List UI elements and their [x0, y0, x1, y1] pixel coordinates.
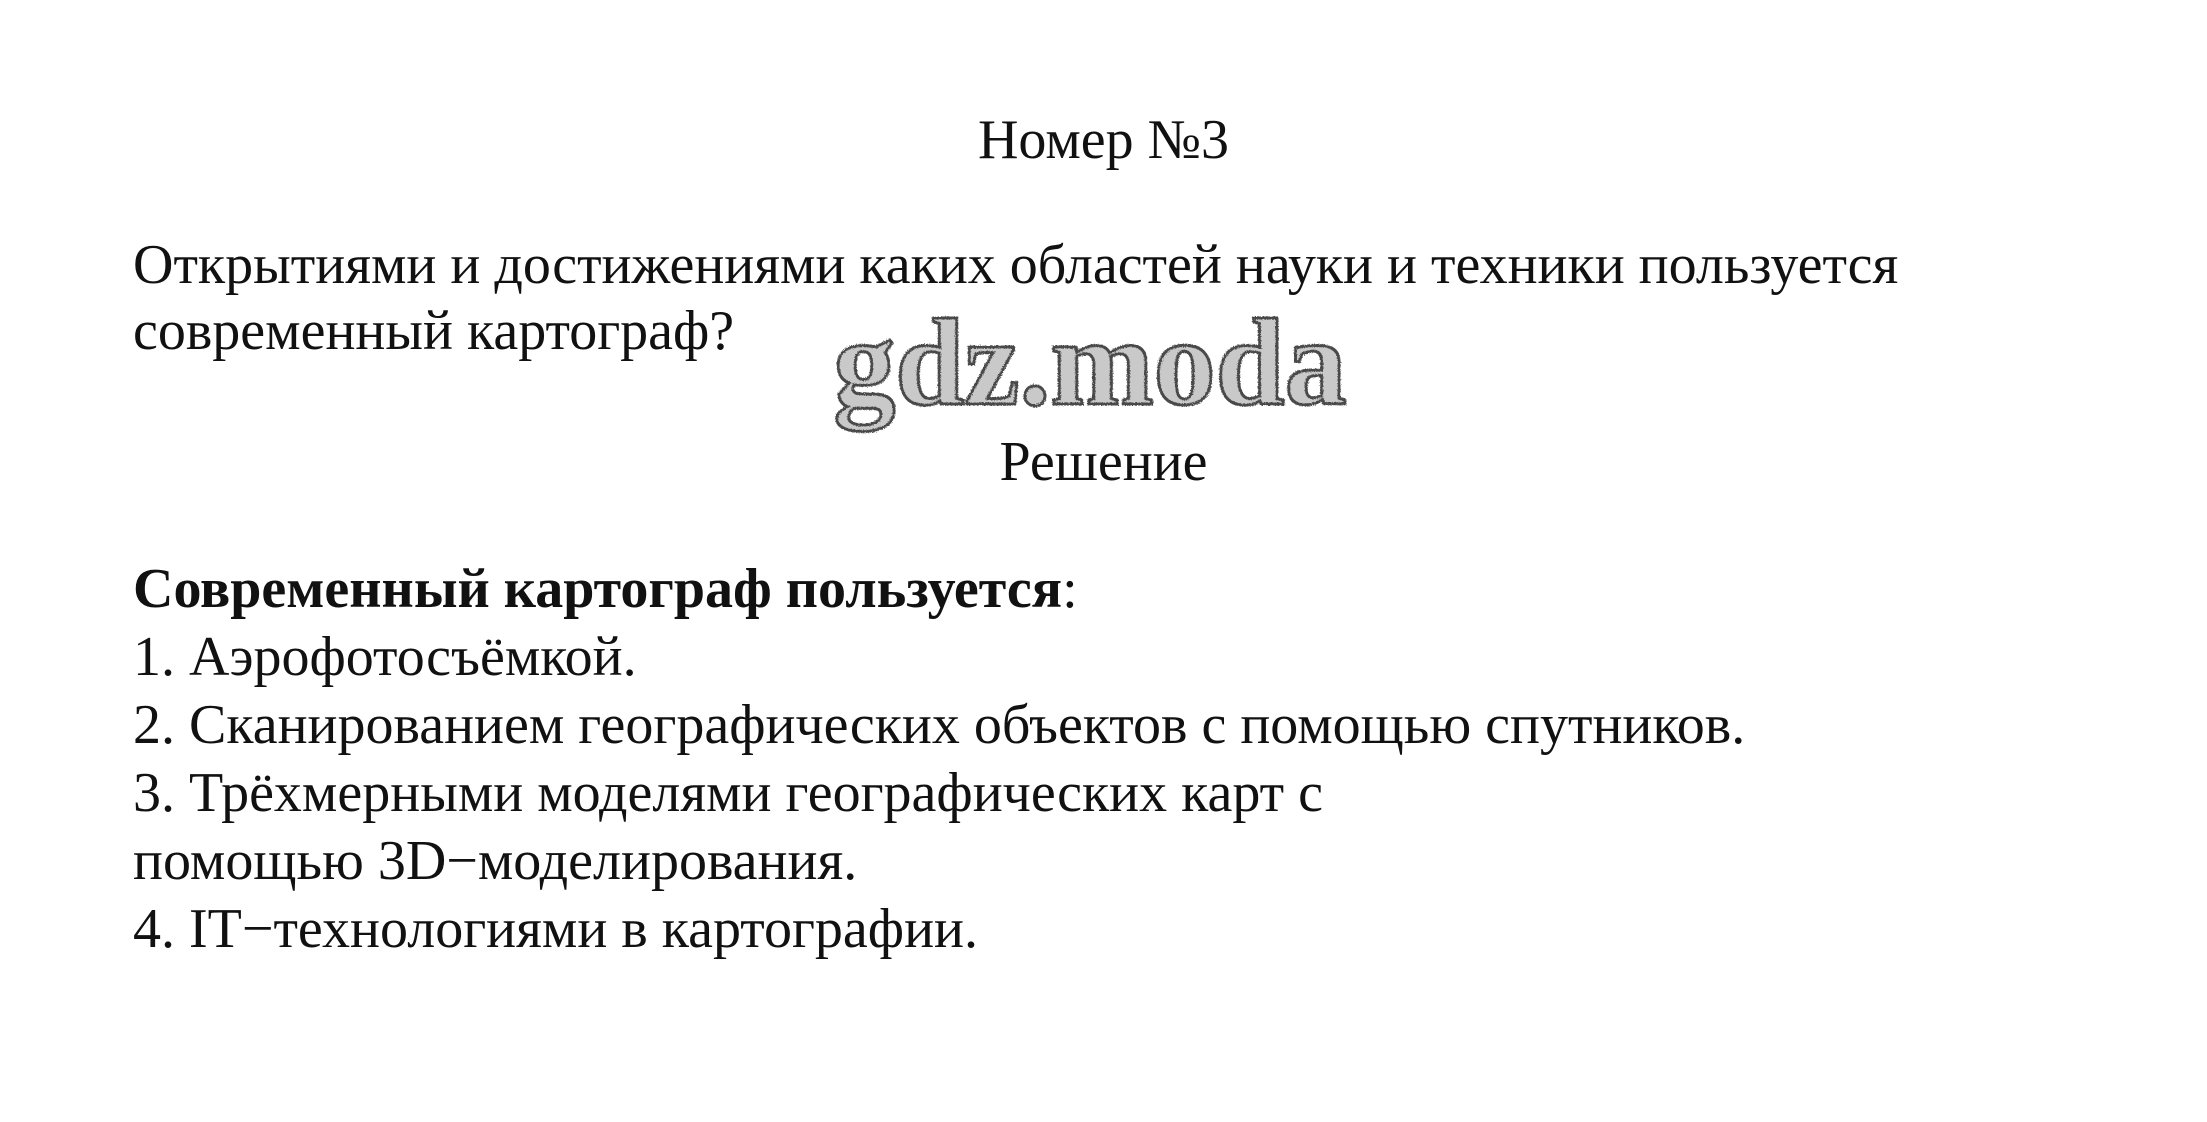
- solution-heading: Решение: [999, 431, 1208, 493]
- answer-lead: Современный картограф пользуется: [133, 558, 1063, 620]
- question-line-1: Открытиями и достижениями каких областей науки и техники пользуется: [133, 234, 1899, 296]
- answer-line-1: 1. Аэрофотосъёмкой.: [133, 626, 637, 688]
- answer-line-5: 4. IT−технологиями в картографии.: [133, 898, 979, 960]
- watermark-text: gdz.moda: [833, 300, 1347, 431]
- answer-block: [133, 555, 2113, 963]
- answer-lead-suffix: :: [1062, 558, 1078, 620]
- answer-line-2: 2. Сканированием географических объектов с помощью спутников.: [133, 694, 1746, 756]
- exercise-title: Номер №3: [977, 109, 1230, 171]
- answer-line-3: 3. Трёхмерными моделями географических карт с: [133, 762, 1323, 824]
- question-line-2: современный картограф?: [133, 300, 735, 362]
- answer-lead-row: [133, 555, 2113, 623]
- answer-line-4: помощью 3D−моделирования.: [133, 830, 858, 892]
- watermark-logo: [770, 300, 1410, 440]
